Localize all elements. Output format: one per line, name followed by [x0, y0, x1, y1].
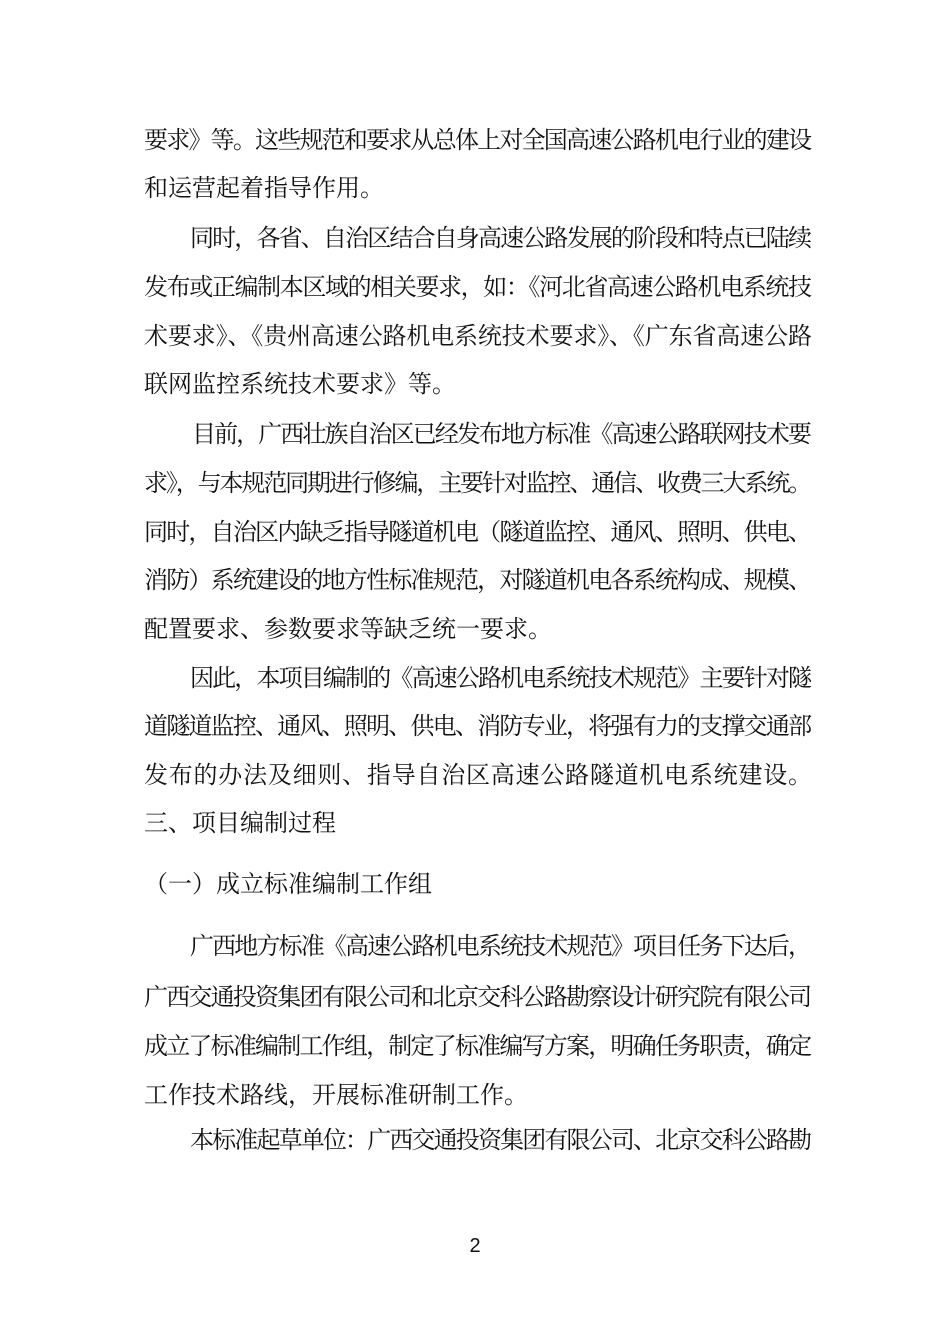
paragraph-line: 道隧道监控、通风、照明、供电、消防专业，将强有力的支撑交通部	[144, 712, 811, 740]
section-heading: 三、项目编制过程	[144, 809, 336, 837]
paragraph-line: 目前，广西壮族自治区已经发布地方标准《高速公路联网技术要	[192, 420, 810, 448]
paragraph-line: 和运营起着指导作用。	[144, 174, 384, 202]
paragraph-line: 广西交通投资集团有限公司和北京交科公路勘察设计研究院有限公司	[144, 983, 811, 1011]
paragraph-line: 同时，各省、自治区结合自身高速公路发展的阶段和特点已陆续	[190, 224, 811, 252]
paragraph-line: 要求》等。这些规范和要求从总体上对全国高速公路机电行业的建设	[144, 126, 811, 154]
paragraph-line: 联网监控系统技术要求》等。	[144, 370, 456, 398]
paragraph-line: 消防）系统建设的地方性标准规范，对隧道机电各系统构成、规模、	[144, 566, 811, 594]
subsection-heading: （一）成立标准编制工作组	[144, 870, 432, 898]
paragraph-line: 发布的办法及细则、指导自治区高速公路隧道机电系统建设。	[144, 761, 813, 789]
paragraph-line: 广西地方标准《高速公路机电系统技术规范》项目任务下达后，	[190, 932, 811, 960]
page-number: 2	[469, 1235, 481, 1257]
paragraph-line: 因此，本项目编制的《高速公路机电系统技术规范》主要针对隧	[190, 664, 811, 692]
paragraph-line: 求》，与本规范同期进行修编，主要针对监控、通信、收费三大系统。	[144, 469, 810, 497]
paragraph-line: 工作技术路线，开展标准研制工作。	[144, 1081, 528, 1109]
paragraph-line: 同时，自治区内缺乏指导隧道机电（隧道监控、通风、照明、供电、	[144, 518, 811, 546]
paragraph-line: 术要求》、《贵州高速公路机电系统技术要求》、《广东省高速公路	[144, 322, 812, 350]
paragraph-line: 本标准起草单位：广西交通投资集团有限公司、北京交科公路勘	[190, 1126, 811, 1154]
paragraph-line: 配置要求、参数要求等缺乏统一要求。	[144, 615, 552, 643]
paragraph-line: 成立了标准编制工作组，制定了标准编写方案，明确任务职责，确定	[144, 1032, 811, 1060]
paragraph-line: 发布或正编制本区域的相关要求，如：《河北省高速公路机电系统技	[144, 273, 811, 301]
